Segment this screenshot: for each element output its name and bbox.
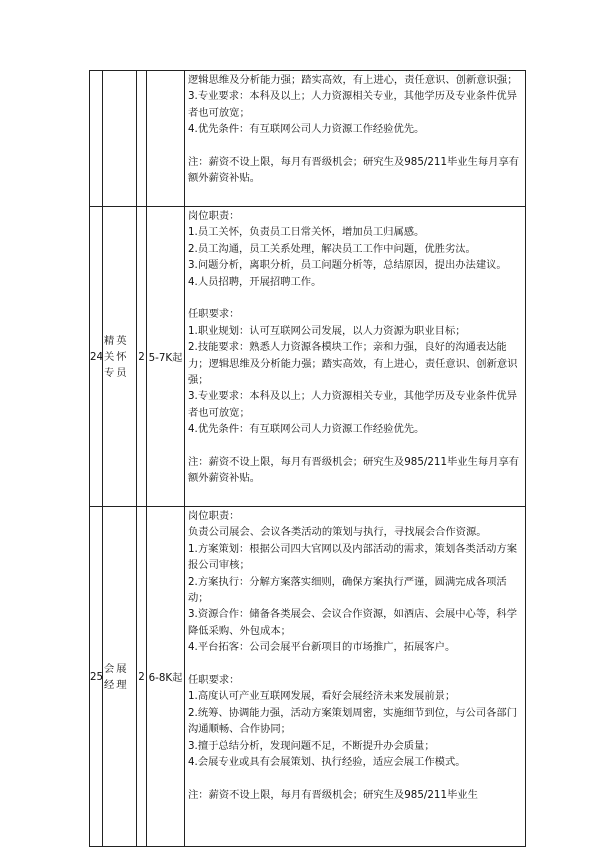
description-line: 4.优先条件：有互联网公司人力资源工作经验优先。 xyxy=(188,423,425,436)
description-line: 1.员工关怀，负责员工日常关怀，增加员工归属感。 xyxy=(188,226,425,239)
description-line: 注：薪资不设上限，每月有晋级机会；研究生及985/211毕业生每月享有额外薪资补贴。 xyxy=(188,156,520,185)
table-row xyxy=(90,507,526,847)
description-line: 2.方案执行：分解方案落实细则，确保方案执行严谨，圆满完成各项活动； xyxy=(188,575,507,605)
description-line: 负责公司展会、会议各类活动的策划与执行，寻找展会合作资源。 xyxy=(188,526,487,539)
job-count-cell: 2 xyxy=(137,507,147,847)
blank-line xyxy=(188,770,523,786)
description-line: 4.会展专业或具有会展策划、执行经验，适应会展工作模式。 xyxy=(188,756,466,769)
job-count-cell: 2 xyxy=(137,207,147,507)
description-line: 岗位职责： xyxy=(188,210,240,222)
description-line: 4.优先条件：有互联网公司人力资源工作经验优先。 xyxy=(188,123,425,136)
description-line: 2.技能要求：熟悉人力资源各模块工作；亲和力强，良好的沟通表达能力；逻辑思维及分析能力强；踏实高效，有上进心，责任意识、创新意识强； xyxy=(188,341,518,387)
description-line: 任职要求： xyxy=(188,674,240,687)
description-line: 3.擅于总结分析，发现问题不足，不断提升办会质量； xyxy=(188,739,435,752)
job-table xyxy=(89,70,526,847)
description-line: 4.平台拓客：公司会展平台新项目的市场推广，拓展客户。 xyxy=(188,641,456,654)
job-name-cell: 会展经理 xyxy=(103,507,137,847)
table-row xyxy=(90,71,526,207)
job-name-cell: 精英关怀专员 xyxy=(103,207,137,507)
description-line: 1.职业规划：认可互联网公司发展，以人力资源为职业目标； xyxy=(188,324,466,337)
job-salary-cell: 6-8K起 xyxy=(147,507,185,847)
blank-line xyxy=(188,438,523,454)
job-description-cell xyxy=(185,207,526,507)
description-line: 3.资源合作：储备各类展会、会议合作资源，如酒店、会展中心等，科学降低采购、外包成本； xyxy=(188,608,518,637)
description-line: 1.高度认可产业互联网发展，看好会展经济未来发展前景； xyxy=(188,690,456,703)
description-line: 注：薪资不设上限，每月有晋级机会；研究生及985/211毕业生 xyxy=(188,788,478,801)
job-salary-cell: 5-7K起 xyxy=(147,207,185,507)
blank-line xyxy=(188,656,523,672)
job-id-cell: 25 xyxy=(90,507,103,847)
description-line: 任职要求： xyxy=(188,308,240,321)
description-line: 3.专业要求：本科及以上；人力资源相关专业，其他学历及专业条件优异者也可放宽； xyxy=(188,90,518,119)
description-line: 岗位职责： xyxy=(188,510,240,522)
job-id-cell: 24 xyxy=(90,207,103,507)
description-line: 2.员工沟通，员工关系处理，解决员工工作中问题，优胜劣汰。 xyxy=(188,242,476,255)
job-name-cell xyxy=(103,71,137,207)
job-salary-cell xyxy=(147,71,185,207)
table-row xyxy=(90,207,526,507)
description-line: 3.问题分析，离职分析，员工问题分析等，总结原因，提出办法建议。 xyxy=(188,259,507,272)
blank-line xyxy=(188,138,523,154)
blank-line xyxy=(188,290,523,306)
job-id-cell xyxy=(90,71,103,207)
description-line: 逻辑思维及分析能力强；踏实高效，有上进心，责任意识、创新意识强； xyxy=(188,74,518,86)
description-line: 2.统筹、协调能力强，活动方案策划周密，实施细节到位，与公司各部门沟通顺畅、合作协同； xyxy=(188,706,518,736)
description-line: 1.方案策划：根据公司四大官网以及内部活动的需求，策划各类活动方案报公司审核； xyxy=(188,542,518,572)
description-line: 4.人员招聘，开展招聘工作。 xyxy=(188,275,322,288)
description-line: 3.专业要求：本科及以上；人力资源相关专业，其他学历及专业条件优异者也可放宽； xyxy=(188,390,518,419)
job-description-cell xyxy=(185,71,526,207)
job-count-cell xyxy=(137,71,147,207)
description-line: 注：薪资不设上限，每月有晋级机会；研究生及985/211毕业生每月享有额外薪资补贴。 xyxy=(188,456,520,485)
job-description-cell xyxy=(185,507,526,847)
